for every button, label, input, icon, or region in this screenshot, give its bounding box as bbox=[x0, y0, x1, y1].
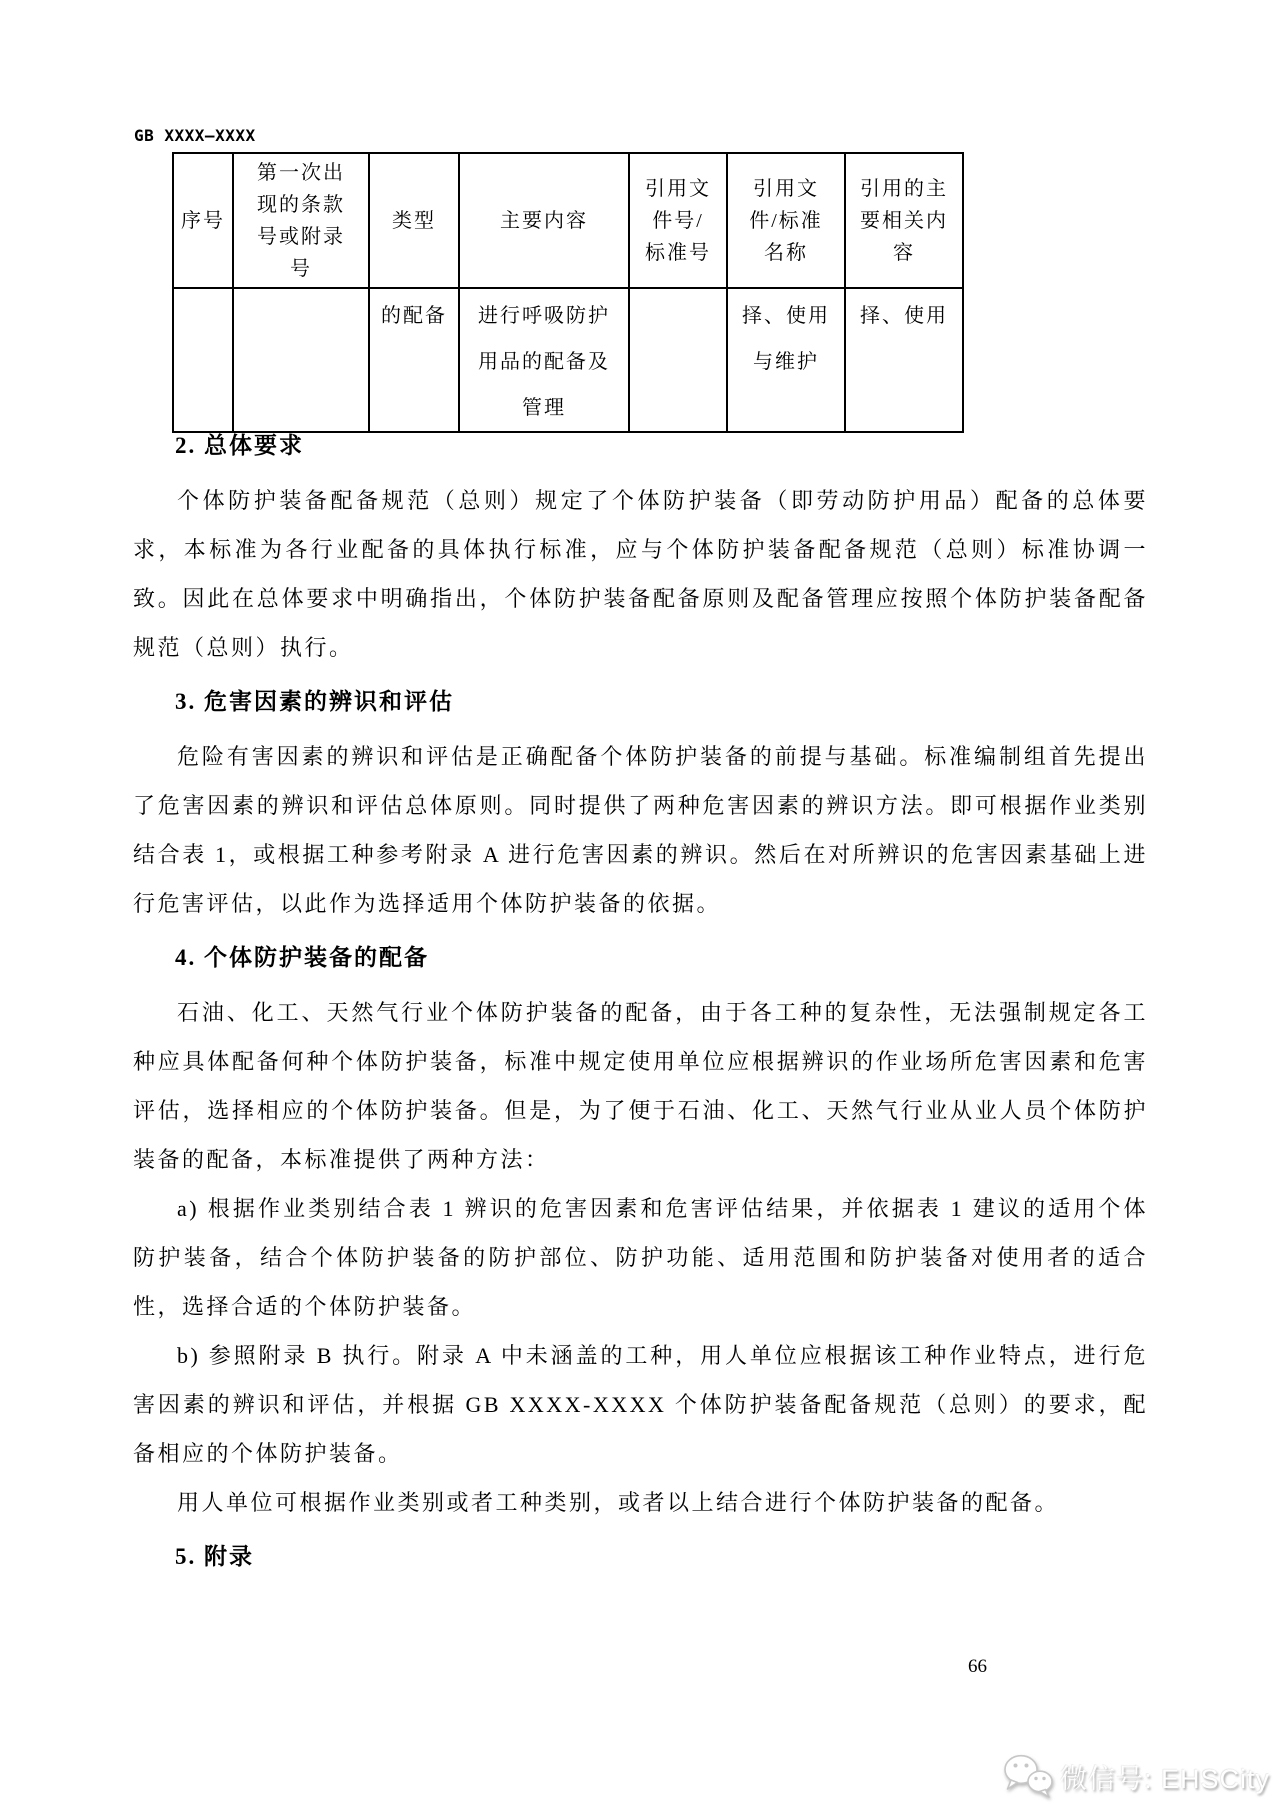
section-heading-3: 3. 危害因素的辨识和评估 bbox=[175, 689, 454, 715]
section-heading-2: 2. 总体要求 bbox=[175, 433, 304, 458]
table-cell-ref-related: 择、使用 bbox=[845, 288, 963, 432]
page-number: 66 bbox=[968, 1656, 987, 1677]
table-header-ref-name: 引用文件/标准名称 bbox=[727, 153, 845, 288]
doc-code: GB XXXX—XXXX bbox=[134, 126, 256, 145]
table-header-seq: 序号 bbox=[173, 153, 233, 288]
wechat-icon bbox=[1002, 1753, 1054, 1799]
footer-watermark-bar bbox=[0, 1742, 1280, 1810]
reference-table bbox=[172, 152, 964, 433]
section-4-item-b: b) 参照附录 B 执行。附录 A 中未涵盖的工种，用人单位应根据该工种作业特点，进行危害因素的辨识和评估，并根据 GB XXXX-XXXX 个体防护装备配备规范（总则）的要求，配备相应的个体防护装备。 bbox=[133, 1343, 1148, 1467]
table-header-ref-related: 引用的主要相关内容 bbox=[845, 153, 963, 288]
table-row bbox=[173, 288, 963, 432]
table-cell-ref-name: 择、使用与维护 bbox=[727, 288, 845, 432]
table-header-clause: 第一次出现的条款号或附录号 bbox=[233, 153, 369, 288]
section-3-paragraph: 危险有害因素的辨识和评估是正确配备个体防护装备的前提与基础。标准编制组首先提出了危害因素的辨识和评估总体原则。同时提供了两种危害因素的辨识方法。即可根据作业类别结合表 1，或根据工种参考附录 A 进行危害因素的辨识。然后在对所辨识的危害因素基础上进行危害评估，以此作为选择适用个体防护装备的依据。 bbox=[133, 744, 1148, 917]
wechat-account-label: 微信号: EHSCity bbox=[1059, 1763, 1270, 1794]
table-cell-clause bbox=[233, 288, 369, 432]
table-cell-main-content: 进行呼吸防护用品的配备及管理 bbox=[459, 288, 629, 432]
section-heading-5: 5. 附录 bbox=[175, 1544, 254, 1570]
section-4-paragraph-4: 用人单位可根据作业类别或者工种类别，或者以上结合进行个体防护装备的配备。 bbox=[177, 1490, 1060, 1516]
section-4-item-a: a) 根据作业类别结合表 1 辨识的危害因素和危害评估结果，并依据表 1 建议的适用个体防护装备，结合个体防护装备的防护部位、防护功能、适用范围和防护装备对使用者的适合性，选择合适的个体防护装备。 bbox=[133, 1196, 1148, 1320]
section-4-paragraph-1: 石油、化工、天然气行业个体防护装备的配备，由于各工种的复杂性，无法强制规定各工种应具体配备何种个体防护装备，标准中规定使用单位应根据辨识的作业场所危害因素和危害评估，选择相应的个体防护装备。但是，为了便于石油、化工、天然气行业从业人员个体防护装备的配备，本标准提供了两种方法： bbox=[133, 1000, 1148, 1173]
table-header-main-content: 主要内容 bbox=[459, 153, 629, 288]
table-header-row bbox=[173, 153, 963, 288]
table-cell-seq bbox=[173, 288, 233, 432]
section-heading-4: 4. 个体防护装备的配备 bbox=[175, 945, 429, 971]
table-header-ref-number: 引用文件号/标准号 bbox=[629, 153, 727, 288]
table-cell-ref-number bbox=[629, 288, 727, 432]
table-header-type: 类型 bbox=[369, 153, 459, 288]
table-cell-type: 的配备 bbox=[369, 288, 459, 432]
document-body bbox=[133, 430, 1148, 1587]
section-2-paragraph: 个体防护装备配备规范（总则）规定了个体防护装备（即劳动防护用品）配备的总体要求，本标准为各行业配备的具体执行标准，应与个体防护装备配备规范（总则）标准协调一致。因此在总体要求中明确指出，个体防护装备配备原则及配备管理应按照个体防护装备配备规范（总则）执行。 bbox=[133, 488, 1148, 661]
